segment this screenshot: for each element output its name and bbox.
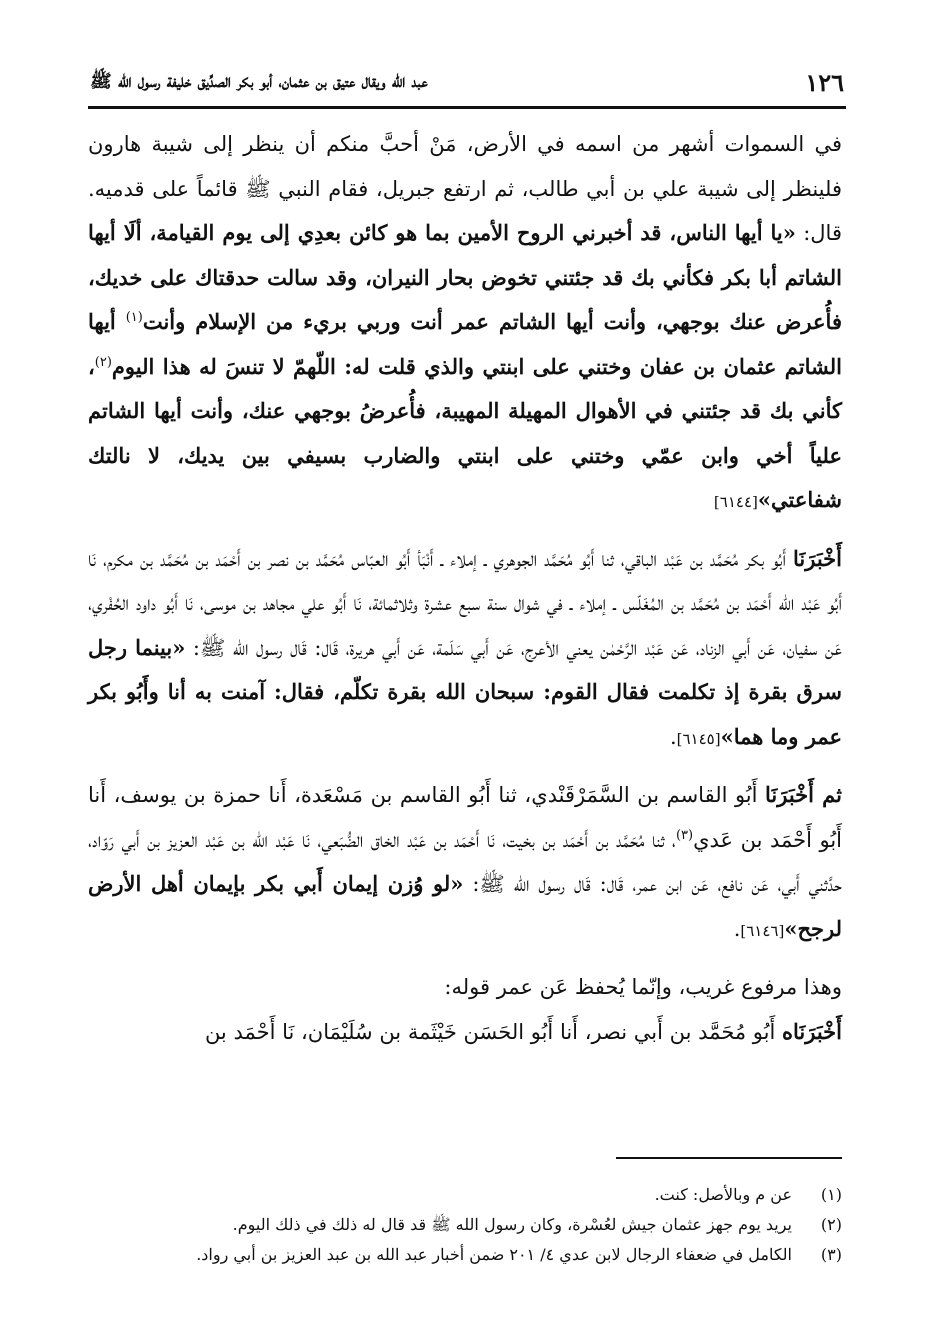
hadith-number: [٦١٤٤] xyxy=(713,493,758,511)
isnad-lead: ثم أَخْبَرَنَا xyxy=(765,782,842,807)
paragraph-text: في السموات أشهر من اسمه في الأرض، مَنْ أحبَّ منكم أن ينظر إلى شيبة هارون فلينظر إلى شيبة علي بن أبي طالب، ثم ارتفع جبريل، فقام النبي ﷺ قائماً على قدميه. قال: xyxy=(88,132,842,245)
footnote xyxy=(88,1240,842,1270)
footnote-number: (١) xyxy=(820,1185,842,1204)
hadith-quote-cont: أيها الشاتم عثمان بن عفان وختني على ابنتي والذي قلت له: اللّهمّ لا تنسَ له هذا اليوم xyxy=(88,309,842,379)
footnotes xyxy=(88,1180,842,1270)
header-rule xyxy=(88,106,846,109)
page-number: ١٢٦ xyxy=(805,68,844,97)
paragraph-text: أَبُو مُحَمَّد بن أَبي نصر، أَنا أَبُو الحَسَن خَيْثَمة بن سُلَيْمَان، نَا أَحْمَد بن xyxy=(204,1019,782,1044)
paragraph-text: ، ثنا مُحَمَّد بن أَحْمَد بن بخيت، نَا أَحْمَد بن عَبْد الخاق الضُّبَعي، نَا عَبْد الله بن عَبْد العزيز بن أَبي رَوّاد، حدَّثني أَبي، عَن نافع، عَن ابن عمر، قَال: قَال رسول الله ﷺ: xyxy=(88,827,842,896)
footnote-marker: (١) xyxy=(125,310,143,325)
footnote-text: الكامل في ضعفاء الرجال لابن عدي ٤/ ٢٠١ ضمن أخبار عبد الله بن عبد العزيز بن أبي رواد. xyxy=(196,1245,792,1264)
footnote-number: (٣) xyxy=(820,1245,842,1264)
paragraph-4 xyxy=(88,965,842,1054)
footnote-marker: (٣) xyxy=(675,827,694,843)
footnote xyxy=(88,1180,842,1210)
footnote-rule xyxy=(616,1157,842,1159)
main-text xyxy=(88,122,842,1054)
footnote-text: عن م وبالأصل: كنت. xyxy=(654,1185,792,1204)
footnote-number: (٢) xyxy=(820,1215,842,1234)
paragraph-text: أَبُو القاسم بن السَّمَرْقَنْدي، ثنا أَبُو القاسم بن مَسْعَدة، أَنا حمزة بن يوسف، أَنا أَبُو أَحْمَد بن عَدي xyxy=(88,783,842,852)
paragraph-2: أَخْبَرَنَا أَبُو بكر مُحَمَّد بن عَبْد الباقي، ثنا أَبُو مُحَمَّد الجوهري ـ إملاء ـ أَنْبَأ أَبُو العبّاس مُحَمَّد بن نصر بن أَحْمَد بن مُحَمَّد بن مكرم، نَا أَبُو عَبْد الله أَحْمَد بن مُحَمَّد بن المُغَلّس ـ إملاء ـ في شوال سنة سبع عشرة وثلاثمائة، نَا أَبُو علي مجاهد بن موسى، نَا أَبُو داود الحُفْري، عَن سفيان، عَن أَبي الزناد، عَن عَبْد الرَّحْمٰن يعني الأعرج، عَن أَبي سَلَمة، عَن أَبي هريرة، قَال: قَال رسول الله ﷺ: «بينما رجل سرق بقرة إذ تكلمت فقال القوم: سبحان الله بقرة تكلّم، فقال: آمنت به أنا وأَبُو بكر عمر وما هما»[٦١٤٥]. xyxy=(88,545,842,749)
hadith-number: [٦١٤٥] xyxy=(676,729,721,748)
paragraph-text: أَبُو بكر مُحَمَّد بن عَبْد الباقي، ثنا أَبُو مُحَمَّد الجوهري ـ إملاء ـ أَنْبَأ أَبُو العبّاس مُحَمَّد بن نصر بن أَحْمَد بن مُحَمَّد بن مكرم، نَا أَبُو عَبْد الله أَحْمَد بن مُحَمَّد بن المُغَلّس ـ إملاء ـ في شوال سنة سبع عشرة وثلاثمائة، نَا أَبُو علي مجاهد بن موسى، نَا أَبُو داود الحُفْري، عَن سفيان، عَن أَبي الزناد، عَن عَبْد الرَّحْمٰن يعني الأعرج، عَن أَبي سَلَمة، عَن أَبي هريرة، قَال: قَال رسول الله ﷺ: xyxy=(88,546,842,660)
paragraph-3: ثم أَخْبَرَنَا أَبُو القاسم بن السَّمَرْقَنْدي، ثنا أَبُو القاسم بن مَسْعَدة، أَنا حمزة بن يوسف، أَنا أَبُو أَحْمَد بن عَدي$^{(٣)}$، ثنا مُحَمَّد بن أَحْمَد بن بخيت، نَا أَحْمَد بن عَبْد الخاق الضُّبَعي، نَا عَبْد الله بن عَبْد العزيز بن أَبي رَوّاد، حدَّثني أَبي، عَن نافع، عَن ابن عمر، قَال: قَال رسول الله ﷺ: «لو وُزن إيمان أَبي بكر بإيمان أهل الأرض لرجح»[٦١٤٦]. xyxy=(88,782,842,941)
footnote-text: يريد يوم جهز عثمان جيش لعُسْرة، وكان رسول الله ﷺ قد قال له ذلك في ذلك اليوم. xyxy=(232,1215,792,1234)
hadith-quote-cont: ، كأني بك قد جئتني في الأهوال المهيلة المهيبة، فأُعرضُ بوجهي عنك، وأنت أيها الشاتم علياً أخي وابن عمّي وختني على ابنتي والضارب بسيفي بين يديك، لا نالتك شفاعتي» xyxy=(88,353,842,512)
hadith-quote: «بينما رجل سرق بقرة إذ تكلمت فقال القوم: سبحان الله بقرة تكلّم، فقال: آمنت به أنا وأَبُو بكر عمر وما هما» xyxy=(88,634,842,749)
running-title: عبد اللّه ويقال عتيق بن عثمان، أبو بكر الصدِّيق خليفة رسول الله ﷺ xyxy=(90,71,428,92)
isnad-lead: أَخْبَرَنَاه xyxy=(782,1018,842,1044)
page-header xyxy=(90,62,844,102)
paragraph-1 xyxy=(88,122,842,525)
paragraph-text: وهذا مرفوع غريب، وإنّما يُحفظ عَن عمر قوله: xyxy=(444,975,842,999)
isnad-lead: أَخْبَرَنَا xyxy=(793,545,842,571)
footnote xyxy=(88,1210,842,1240)
hadith-number: [٦١٤٦] xyxy=(740,921,785,940)
footnote-marker: (٢) xyxy=(94,354,112,370)
hadith-quote: «لو وُزن إيمان أَبي بكر بإيمان أهل الأرض لرجح» xyxy=(88,871,842,941)
hadith-quote: «يا أيها الناس، قد أخبرني الروح الأمين بما هو كائن بعدِي إلى يوم القيامة، ألَا أيها الشاتم أبا بكر فكأني بك قد جئتني تخوض بحار النيران، وقد سالت حدقتاك على خديك، فأُعرض عنك بوجهي، وأنت أيها الشاتم عمر أنت وربي بريء من الإسلام وأنت xyxy=(88,220,842,334)
